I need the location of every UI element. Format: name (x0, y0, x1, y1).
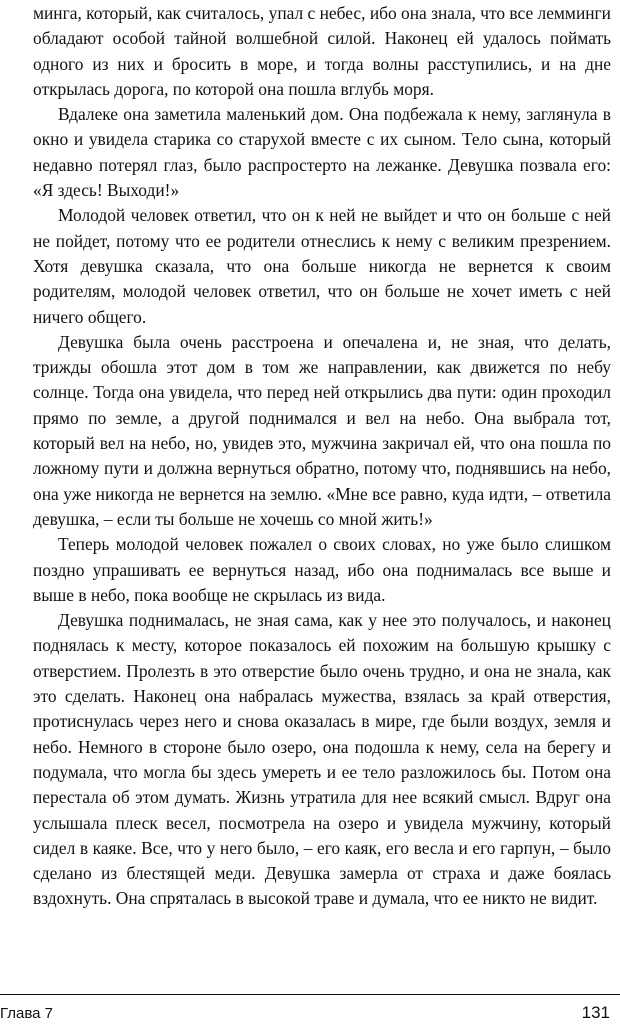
page-number: 131 (581, 1003, 610, 1022)
paragraph: Молодой человек ответил, что он к ней не выйдет и что он больше с ней не пойдет, потому что ее родители отнеслись к нему с великим презрением. Хотя девушка сказала, что она больше никогда не вернется к своим родителям, молодой человек ответил, что он больше не хочет иметь с ней ничего общего. (33, 205, 611, 327)
paragraph: Вдалеке она заметила маленький дом. Она подбежала к нему, заглянула в окно и увидела старика со старухой вместе с их сыном. Тело сына, который недавно потерял глаз, было распростерто на лежанке. Девушка позвала его: «Я здесь! Выходи!» (33, 104, 611, 201)
paragraph: Девушка была очень расстроена и опечалена и, не зная, что делать, трижды обошла этот дом в том же направлении, как движется по небу солнце. Тогда она увидела, что перед ней открылись два пути: один проходил прямо по земле, а другой поднимался и вел на небо. Она выбрала тот, который вел на небо, но, увидев это, мужчина закричал ей, что она пошла по ложному пути и должна вернуться обратно, потому что, поднявшись на небо, она уже никогда не вернется на землю. «Мне все равно, куда идти, – ответила девушка, – если ты больше не хочешь со мной жить!» (33, 331, 611, 529)
paragraph: Теперь молодой человек пожалел о своих словах, но уже было слишком поздно упрашивать ее вернуться назад, ибо она поднималась все выше и выше в небо, пока вообще не скрылась из вида. (33, 534, 611, 605)
running-head: Глава 7 (0, 1005, 54, 1022)
page-body (33, 1, 611, 912)
footer-rule (0, 994, 620, 995)
paragraph: Девушка поднималась, не зная сама, как у нее это получалось, и наконец поднялась к месту, которое показалось ей похожим на большую крышку с отверстием. Пролезть в это отверстие было очень трудно, и она не знала, как это сделать. Наконец она набралась мужества, взялась за край отверстия, протиснулась через него и снова оказалась в мире, где были воздух, земля и небо. Немного в стороне было озеро, она подошла к нему, села на берегу и подумала, что могла бы здесь умереть и ее тело разложилось бы. Потом она перестала об этом думать. Жизнь утратила для нее всякий смысл. Вдруг она услышала плеск весел, посмотрела на озеро и увидела мужчину, который сидел в каяке. Все, что у него было, – его каяк, его весла и его гарпун, – было сделано из блестящей меди. Девушка замерла от страха и даже боялась вздохнуть. Она спряталась в высокой траве и думала, что ее никто не видит. (33, 610, 611, 909)
paragraph-continued: минга, который, как считалось, упал с небес, ибо она знала, что все лемминги обладают особой тайной волшебной силой. Наконец ей удалось поймать одного из них и бросить в море, и тогда волны расступились, и на дне открылась дорога, по которой она пошла вглубь моря. (33, 3, 611, 99)
